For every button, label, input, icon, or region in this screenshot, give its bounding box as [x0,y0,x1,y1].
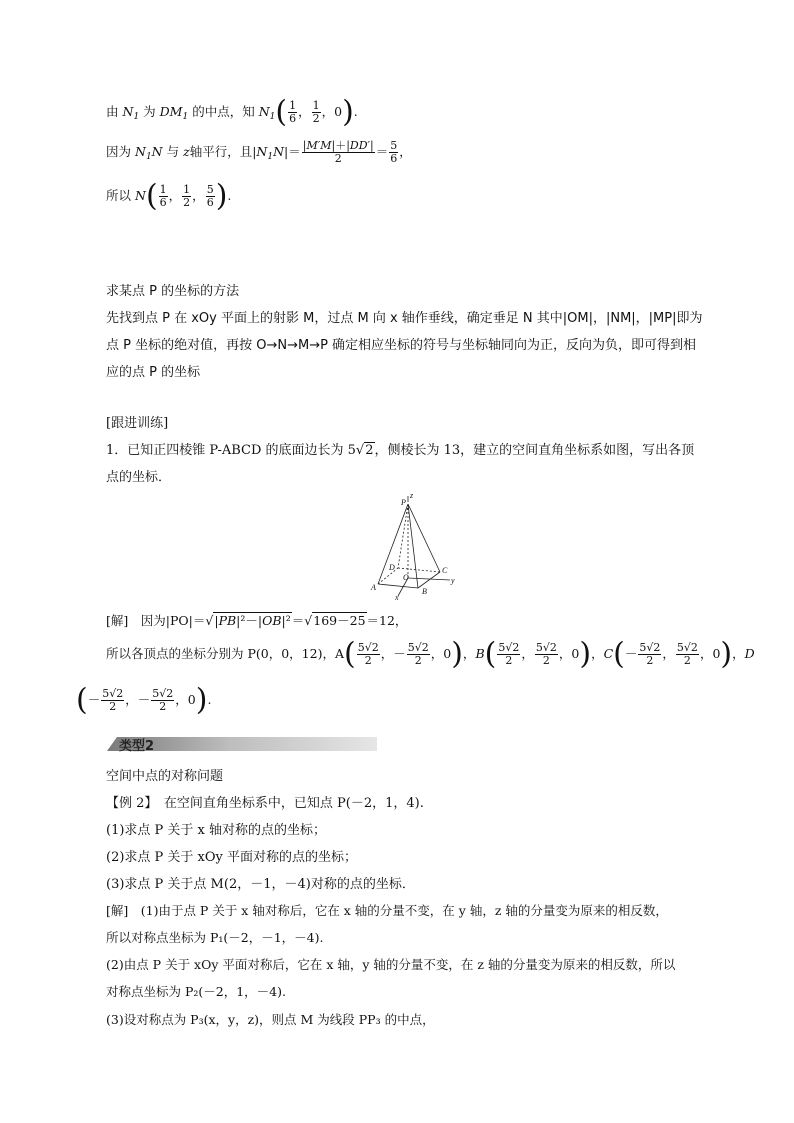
text: 因为 [106,144,132,159]
edge-dc [398,568,440,572]
text: 所以 [106,188,132,203]
label-z: z [410,492,414,500]
text: 由 [106,104,119,119]
math-n1n: $N_1N$ [135,144,163,162]
line-n1n-parallel: 因为 $N_1N$ 与 z轴平行，且$|N_1N|=$ $\frac{|M'M|+|DD'|}{2}$ ＝ $\frac{5}{6}$ ， [106,139,412,165]
method-paragraph-2: 点 P 坐标的绝对值，再按 O→N→M→P 确定相应坐标的符号与坐标轴同向为正，反向为负，即可得到相 [106,338,697,353]
label-b: B [422,587,427,596]
example-2-statement [106,792,424,811]
pyramid-figure [368,492,458,600]
label-o: O [403,573,409,582]
math-n1-coord: $N_1$ [258,104,276,122]
method-paragraph-3: 应的点 P 的坐标 [106,365,201,380]
training-question-line-2: 点的坐标． [106,470,172,485]
text: z [183,144,190,159]
type-2-badge [107,737,377,754]
math-n1: $N_1$ [122,104,140,122]
method-title: 求某点 P 的坐标的方法 [106,284,240,299]
edge-bc [418,572,440,588]
badge-text: 类型2 [119,739,155,754]
math-dm1: $DM_1$ [159,104,189,122]
example-question-2: (2)求点 P 关于 xOy 平面对称的点的坐标； [106,850,358,865]
solution-line-1: [解] 因为|PO|＝√|PB|²－|OB|²＝√169－25＝12， [106,613,408,628]
text: 轴平行，且| [189,144,257,159]
training-question-line-1: 1．已知正四棱锥 P-ABCD 的底面边长为 5√2，侧棱长为 13，建立的空间直角坐标系如图，写出各顶 [106,443,695,458]
text: ＝12， [366,613,408,628]
text: 所以各顶点的坐标分别为 P(0，0，12)，A [106,646,344,661]
text: 的中点，知 [192,104,255,119]
solution-line-2: 所以各顶点的坐标分别为 P(0，0，12)，A( $\frac{5√2}{2}$ ，－ $\frac{5√2}{2}$ ，0)，B( $\frac{5√2}{2}$ ， $\frac{5√2}{2}$ ，0)，C(－ $\frac{5√2}{2}$ ， $\frac{5√2}{2}$ ，0)，D [106,636,755,672]
text: 为 [143,104,156,119]
text: 与 [166,144,180,159]
label-y: y [451,576,455,585]
edge-pb [408,504,418,588]
label-p: P [401,498,406,507]
text: 在空间直角坐标系中，已知点 P(－2，1，4). [163,796,424,811]
label-x: x [395,593,399,600]
text: [解] [106,613,129,628]
example-question-1: (1)求点 P 关于 x 轴对称的点的坐标； [106,823,327,838]
text: 1．已知正四棱锥 P-ABCD 的底面边长为 5 [106,443,356,458]
text: ，侧棱长为 13，建立的空间直角坐标系如图，写出各顶 [374,443,695,458]
text: ＝ [291,613,305,628]
example-solution-1b: 所以对称点坐标为 P₁(－2，－1，－4). [106,930,324,945]
line-n1-midpoint: 由 $N_1$ 为 $DM_1$ 的中点，知 $N_1$( $\frac{1}{6}$ ， $\frac{1}{2}$ ，0). [106,94,358,130]
label-c: C [442,566,448,575]
example-solution-1a: [解] (1)由于点 P 关于 x 轴对称后，它在 x 轴的分量不变，在 y 轴，z 轴的分量变为原来的相反数， [106,903,668,918]
edge-pa [378,504,408,584]
type-2-title: 空间中点的对称问题 [106,769,224,784]
solution-line-3: (－ $\frac{5√2}{2}$ ，－ $\frac{5√2}{2}$ ，0). [76,682,212,718]
example-label: 【例 2】 [106,796,151,811]
text: 因为|PO|＝ [140,613,206,628]
training-label: [跟进训练] [106,416,169,431]
label-d: D [389,563,395,572]
example-solution-2b: 对称点坐标为 P₂(－2，1，－4). [106,984,286,999]
method-paragraph-1: 先找到点 P 在 xOy 平面上的射影 M，过点 M 向 x 轴作垂线，确定垂足 N 其中|OM|，|NM|，|MP|即为 [106,311,703,326]
edge-pd [398,504,408,568]
example-solution-3: (3)设对称点为 P₃(x，y，z)，则点 M 为线段 PP₃ 的中点， [106,1012,435,1027]
edge-pc [408,504,440,572]
example-solution-2a: (2)由点 P 关于 xOy 平面对称后，它在 x 轴，y 轴的分量不变，在 z 轴的分量变为原来的相反数，所以 [106,957,676,972]
line-n-result: 所以 N( $\frac{1}{6}$ ， $\frac{1}{2}$ ， $\frac{5}{6}$ ). [106,178,232,214]
badge-corner [107,737,117,751]
edge-ab [378,584,418,588]
label-a: A [371,583,376,592]
example-question-3: (3)求点 P 关于点 M(2，－1，－4)对称的点的坐标． [106,877,415,892]
